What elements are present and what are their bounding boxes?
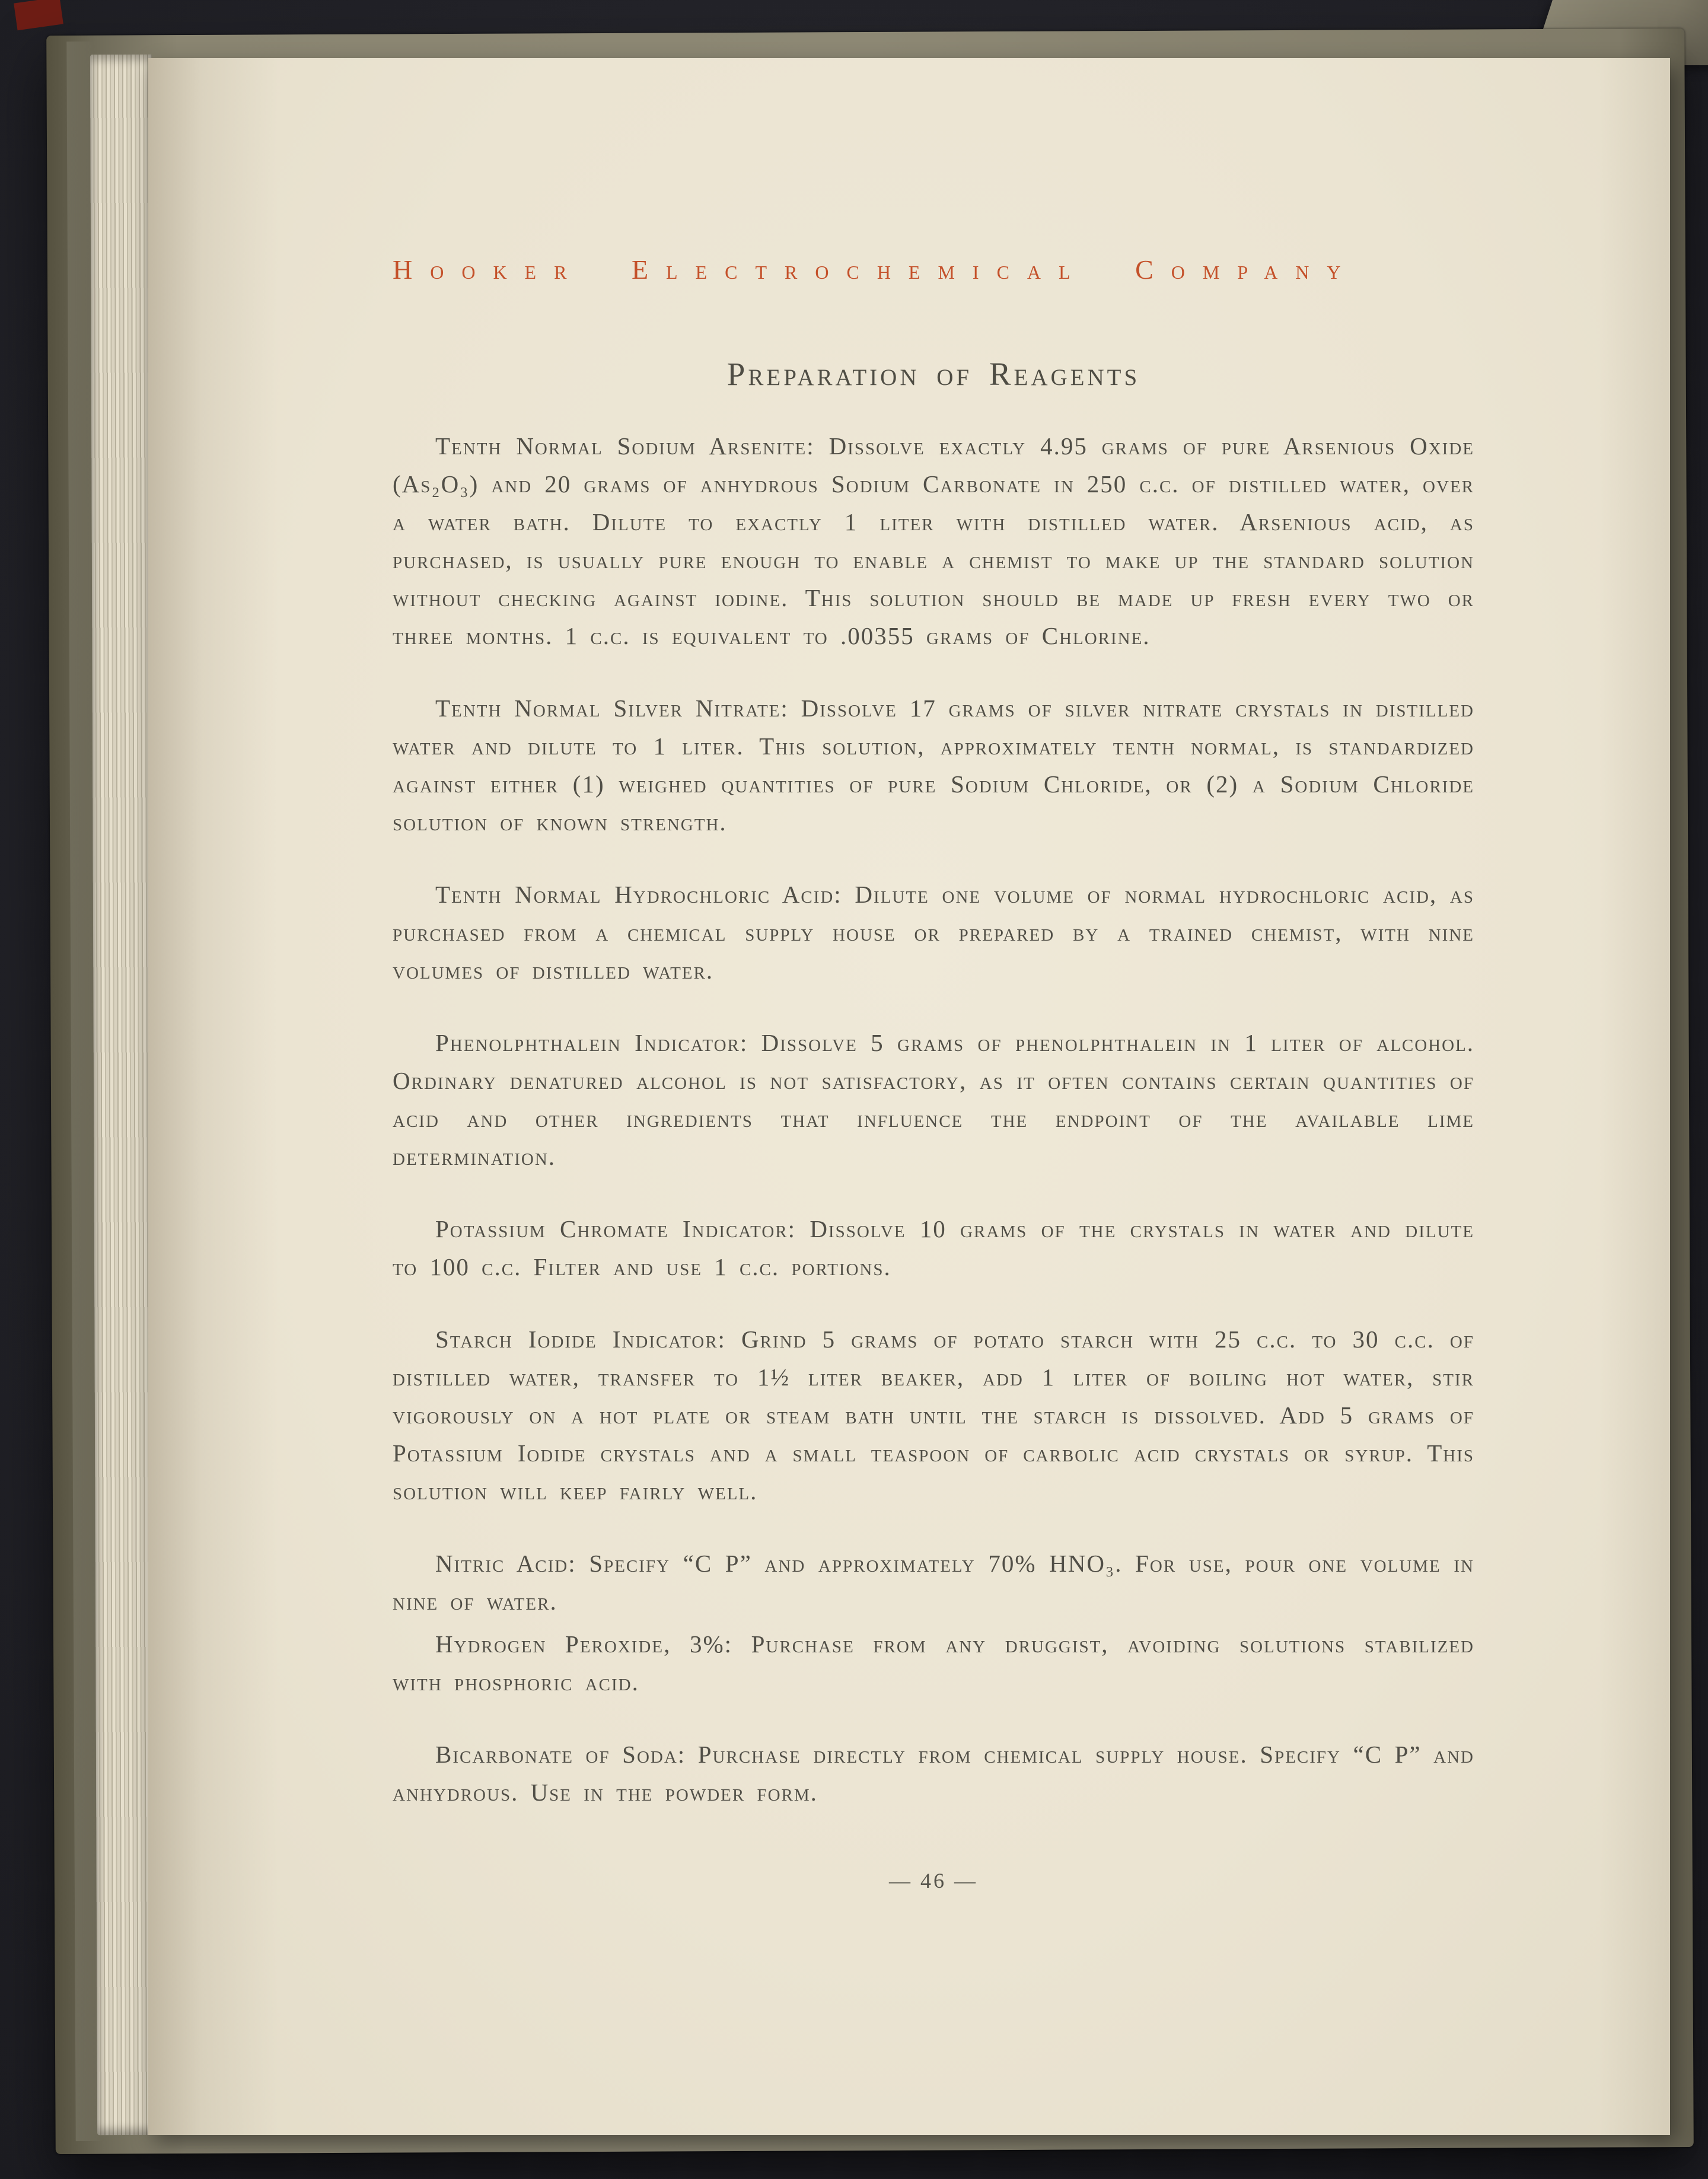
company-header: Hooker Electrochemical Company [393,254,1359,285]
cover-corner-red-mark [14,0,63,30]
paragraph-sodium-arsenite: Tenth Normal Sodium Arsenite: Dissolve exactly 4.95 grams of pure Arsenious Oxide (As₂O₃) and 20 grams of anhydrous Sodium Carbonate in 250 c.c. of distilled water, over a water bath. Dilute to exactly 1 liter with distilled water. Arsenious acid, as purchased, is usually pure enough to enable a chemist to make up the standard solution without checking against iodine. This solution should be made up fresh every two or three months. 1 c.c. is equivalent to .00355 grams of Chlorine. [393,432,1474,649]
paragraph-potassium-chromate: Potassium Chromate Indicator: Dissolve 10 grams of the crystals in water and dilute to 100 c.c. Filter and use 1 c.c. portions. [393,1215,1474,1280]
paragraph-bicarbonate-of-soda: Bicarbonate of Soda: Purchase directly from chemical supply house. Specify “C P” and anhydrous. Use in the powder form. [393,1741,1474,1806]
page-content [148,58,1670,1893]
book-page [148,58,1670,2135]
paragraph-phenolphthalein: Phenolphthalein Indicator: Dissolve 5 grams of phenolphthalein in 1 liter of alcohol. Ordinary denatured alcohol is not satisfactory, as it often contains certain quantities of acid and other ingredients that influence the endpoint of the available lime determination. [393,1029,1474,1170]
paragraph-nitric-acid: Nitric Acid: Specify “C P” and approximately 70% HNO₃. For use, pour one volume in nine of water. [393,1550,1474,1615]
page-number: — 46 — [889,1869,978,1893]
paragraph-starch-iodide: Starch Iodide Indicator: Grind 5 grams of potato starch with 25 c.c. to 30 c.c. of distilled water, transfer to 1½ liter beaker, add 1 liter of boiling hot water, stir vigorously on a hot plate or steam bath until the starch is dissolved. Add 5 grams of Potassium Iodide crystals and a small teaspoon of carbolic acid crystals or syrup. This solution will keep fairly well. [393,1326,1474,1505]
body-copy [393,427,1474,1811]
paragraph-hydrochloric-acid: Tenth Normal Hydrochloric Acid: Dilute one volume of normal hydrochloric acid, as purchased from a chemical supply house or prepared by a trained chemist, with nine volumes of distilled water. [393,881,1474,984]
paragraph-hydrogen-peroxide: Hydrogen Peroxide, 3%: Purchase from any druggist, avoiding solutions stabilized with phosphoric acid. [393,1630,1474,1696]
page-title: Preparation of Reagents [726,356,1140,392]
paragraph-silver-nitrate: Tenth Normal Silver Nitrate: Dissolve 17 grams of silver nitrate crystals in distilled water and dilute to 1 liter. This solution, approximately tenth normal, is standardized against either (1) weighed quantities of pure Sodium Chloride, or (2) a Sodium Chloride solution of known strength. [393,695,1474,836]
